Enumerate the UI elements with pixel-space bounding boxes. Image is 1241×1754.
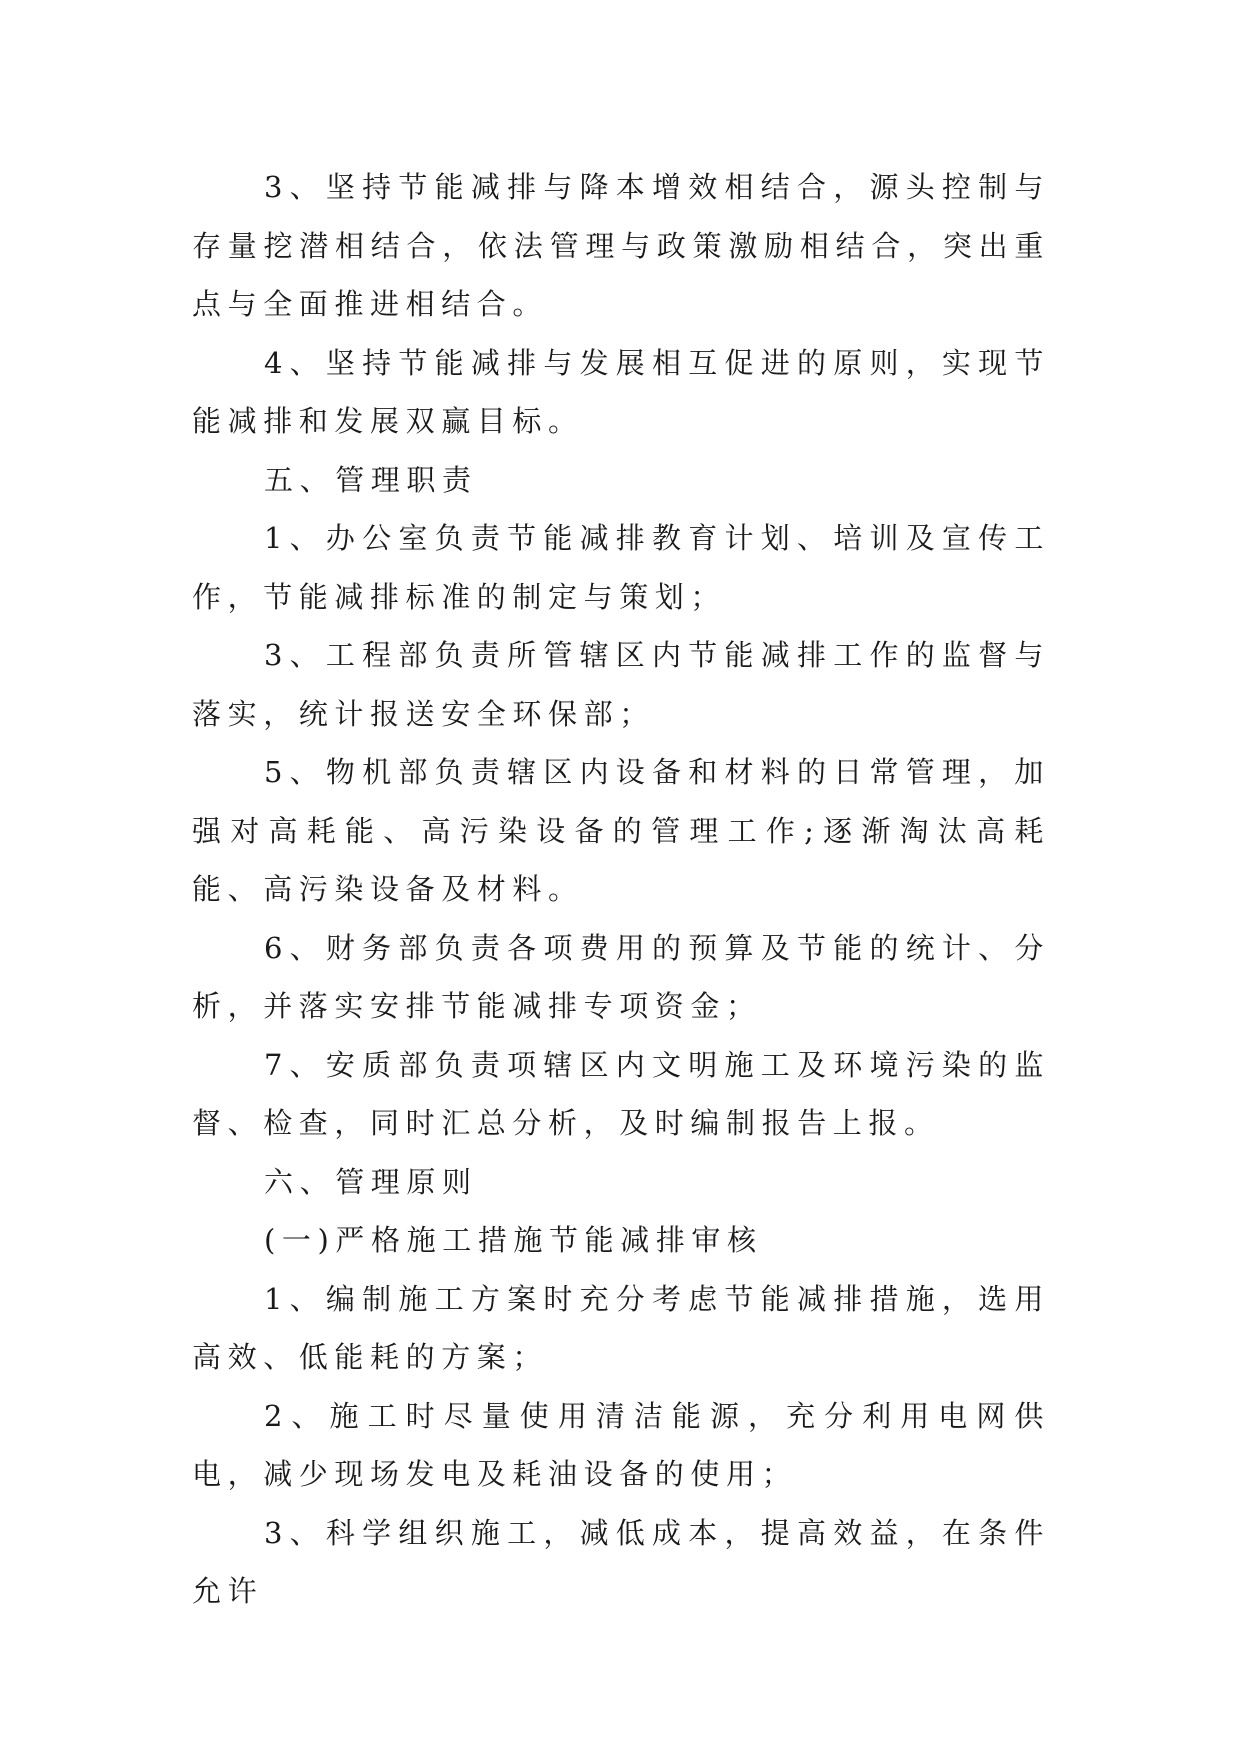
paragraph-principle-4: 4、坚持节能减排与发展相互促进的原则，实现节能减排和发展双赢目标。 xyxy=(192,345,1050,438)
paragraph-duty-safety-quality: 7、安质部负责项辖区内文明施工及环境污染的监督、检查，同时汇总分析，及时编制报告上报。 xyxy=(192,1047,1050,1140)
paragraph-review-3: 3、科学组织施工，减低成本，提高效益，在条件允许 xyxy=(192,1515,1050,1608)
body-text xyxy=(192,158,1050,1621)
paragraph-duty-engineering: 3、工程部负责所管辖区内节能减排工作的监督与落实，统计报送安全环保部； xyxy=(192,638,1050,731)
section-heading-management-principles: 六、管理原则 xyxy=(264,1164,478,1199)
paragraph-review-2: 2、施工时尽量使用清洁能源，充分利用电网供电，减少现场发电及耗油设备的使用； xyxy=(192,1398,1050,1491)
section-heading-management-duties: 五、管理职责 xyxy=(264,462,478,497)
subsection-heading-review: (一)严格施工措施节能减排审核 xyxy=(264,1223,763,1257)
paragraph-duty-finance: 6、财务部负责各项费用的预算及节能的统计、分析，并落实安排节能减排专项资金； xyxy=(192,930,1050,1023)
paragraph-review-1: 1、编制施工方案时充分考虑节能减排措施，选用高效、低能耗的方案； xyxy=(192,1281,1050,1374)
paragraph-duty-materials-machinery: 5、物机部负责辖区内设备和材料的日常管理，加强对高耗能、高污染设备的管理工作;逐渐淘汰高耗能、高污染设备及材料。 xyxy=(192,755,1050,906)
paragraph-principle-3: 3、坚持节能减排与降本增效相结合，源头控制与存量挖潜相结合，依法管理与政策激励相结合，突出重点与全面推进相结合。 xyxy=(192,170,1050,321)
paragraph-duty-office: 1、办公室负责节能减排教育计划、培训及宣传工作，节能减排标准的制定与策划； xyxy=(192,521,1050,614)
